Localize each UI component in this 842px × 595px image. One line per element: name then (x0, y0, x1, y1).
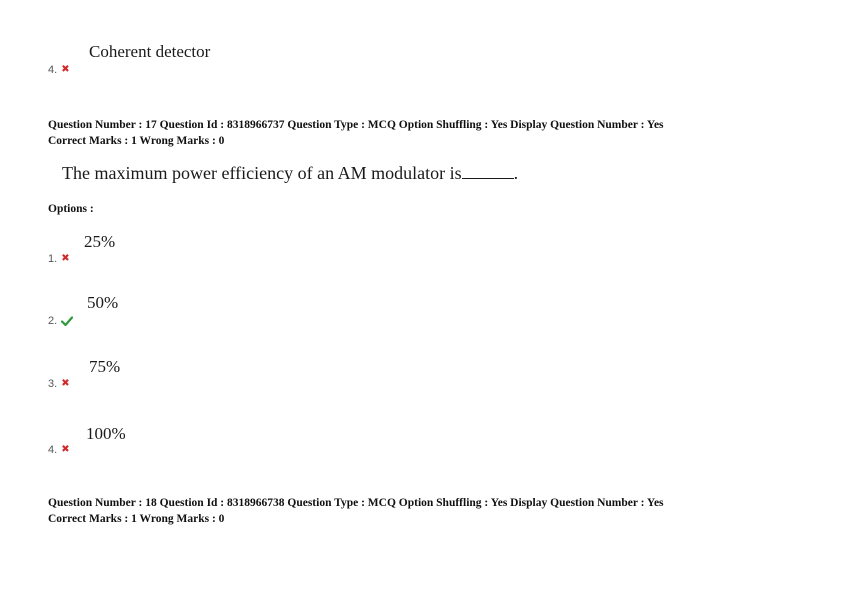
question-text-body: The maximum power efficiency of an AM modulator is (62, 163, 462, 183)
option-1-number (48, 253, 70, 265)
option-4-number (48, 444, 70, 456)
next-question-meta (48, 495, 664, 527)
question-text-end: . (513, 163, 519, 183)
cross-mark-icon: ✖ (61, 253, 70, 264)
cross-mark-icon: ✖ (61, 378, 70, 389)
cross-mark-icon: ✖ (61, 444, 70, 455)
option-1-text: 25% (84, 232, 116, 251)
question-text (62, 163, 518, 184)
option-2-text: 50% (87, 293, 119, 312)
option-2-number (48, 315, 73, 327)
prev-option-text: Coherent detector (89, 42, 211, 61)
prev-option-number (48, 64, 70, 76)
check-mark-icon (61, 316, 73, 326)
answer-blank (462, 164, 514, 179)
option-3-number (48, 378, 70, 390)
next-question-meta-line2: Correct Marks : 1 Wrong Marks : 0 (48, 513, 225, 525)
cross-mark-icon: ✖ (61, 64, 70, 75)
option-3-text: 75% (89, 357, 121, 376)
option-number-label: 3. (48, 378, 58, 390)
question-meta-line1: Question Number : 17 Question Id : 8318966737 Question Type : MCQ Option Shuffling : Yes Display Question Number : Yes (48, 119, 664, 131)
question-meta-line2: Correct Marks : 1 Wrong Marks : 0 (48, 135, 225, 147)
options-label: Options : (48, 203, 94, 215)
option-4-text: 100% (86, 424, 126, 443)
option-number-label: 2. (48, 315, 58, 327)
option-number-label: 1. (48, 253, 58, 265)
option-number-label: 4. (48, 64, 58, 76)
option-number-label: 4. (48, 444, 58, 456)
question-meta (48, 117, 664, 149)
next-question-meta-line1: Question Number : 18 Question Id : 8318966738 Question Type : MCQ Option Shuffling : Yes Display Question Number : Yes (48, 497, 664, 509)
